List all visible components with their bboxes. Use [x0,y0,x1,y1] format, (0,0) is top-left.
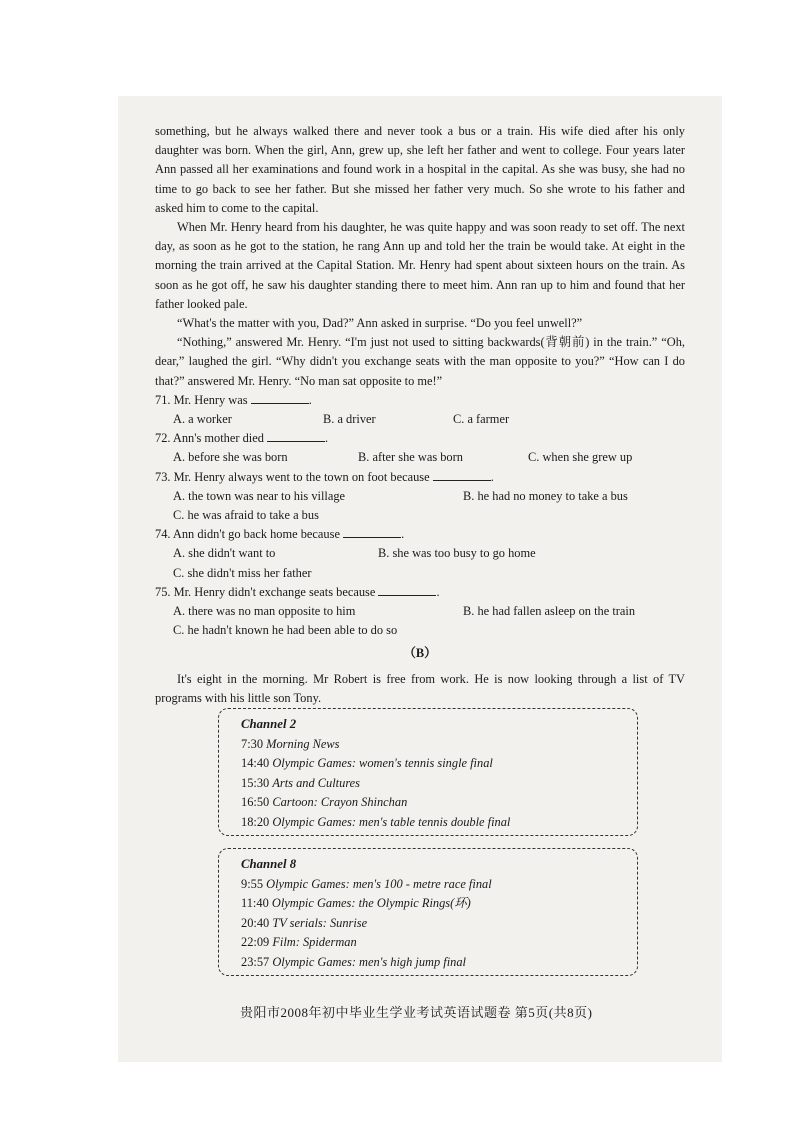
channel-8-title: Channel 8 [241,857,297,871]
program-title: Olympic Games: women's tennis single final [272,756,493,770]
answer-blank[interactable] [378,584,436,596]
channel-8-schedule [218,848,638,976]
option-a[interactable]: A. there was no man opposite to him [173,604,356,619]
option-a[interactable]: A. a worker [173,412,232,427]
answer-blank[interactable] [343,526,401,538]
program-row [241,875,625,895]
question-73 [155,468,685,487]
question-71 [155,391,685,410]
program-row [241,793,625,813]
channel-2-schedule [218,708,638,836]
passage-a-para-2: When Mr. Henry heard from his daughter, he was quite happy and was soon ready to set off. The next day, as soon as he got to the station, he rang Ann up and told her the train be would take. At eight in the morning the train arrived at the Capital Station. Mr. Henry had spent about sixteen hours on the train. As soon as he got off, he saw his daughter standing there to meet him. Ann ran up to him and found that her father looked pale. [155,220,685,311]
option-a[interactable]: A. before she was born [173,450,288,465]
question-72-options [155,448,685,467]
program-time: 20:40 [241,915,270,930]
option-b[interactable]: B. she was too busy to go home [378,546,536,561]
passage-a-para-4: “Nothing,” answered Mr. Henry. “I'm just not used to sitting backwards(背朝前) in the train.” “Oh, dear,” laughed the girl. “Why didn't you exchange seats with the man opposite to you?” “How can I do that?” answered Mr. Henry. “No man sat opposite to me!” [155,335,685,388]
option-b[interactable]: B. he had no money to take a bus [463,488,628,503]
option-c[interactable]: C. when she grew up [528,450,633,465]
program-row [241,735,625,755]
program-title: Olympic Games: the Olympic Rings(环) [271,896,471,910]
question-end: . [490,469,494,484]
program-time: 15:30 [241,775,270,790]
question-end: . [325,431,329,446]
program-time: 9:55 [241,876,264,891]
program-time: 16:50 [241,795,270,809]
program-title: Morning News [266,736,340,751]
program-title: Arts and Cultures [272,775,361,790]
program-row [241,754,625,774]
question-stem: 72. Ann's mother died [155,431,264,446]
question-end: . [401,527,405,542]
question-75 [155,583,685,602]
option-c[interactable]: C. a farmer [453,412,510,427]
question-74-options [155,544,685,563]
question-72 [155,429,685,448]
program-time: 23:57 [241,954,270,969]
question-stem: 74. Ann didn't go back home because [155,527,340,542]
question-73-options [155,487,685,506]
question-stem: 73. Mr. Henry always went to the town on foot because [155,469,430,484]
option-a[interactable]: A. the town was near to his village [173,488,346,503]
question-71-options [155,410,685,429]
question-end: . [436,584,440,599]
answer-blank[interactable] [267,430,325,442]
question-74 [155,525,685,544]
section-b-heading: （B） [403,646,437,661]
question-end: . [308,392,312,407]
page-footer: 贵阳市2008年初中毕业生学业考试英语试题卷 第5页(共8页) [240,1005,593,1020]
program-row [241,774,625,794]
option-a[interactable]: A. she didn't want to [173,546,276,561]
program-title: Film: Spiderman [272,935,357,949]
program-title: TV serials: Sunrise [272,915,368,930]
exam-content [155,122,685,708]
channel-2-title: Channel 2 [241,717,297,731]
program-time: 11:40 [241,896,269,910]
program-time: 7:30 [241,736,264,751]
option-c[interactable]: C. he was afraid to take a bus [173,508,319,523]
program-row [241,914,625,934]
option-b[interactable]: B. a driver [323,412,376,427]
passage-a-para-3: “What's the matter with you, Dad?” Ann asked in surprise. “Do you feel unwell?” [177,316,583,331]
question-stem: 71. Mr. Henry was [155,392,248,407]
option-b[interactable]: B. after she was born [358,450,463,465]
program-title: Olympic Games: men's table tennis double final [272,814,511,829]
program-row [241,813,625,833]
passage-b-intro: It's eight in the morning. Mr Robert is free from work. He is now looking through a list of TV programs with his little son Tony. [155,671,685,705]
program-row [241,953,625,973]
program-time: 22:09 [241,935,270,949]
program-title: Cartoon: Crayon Shinchan [272,795,408,809]
option-c[interactable]: C. she didn't miss her father [173,565,312,580]
program-time: 18:20 [241,814,270,829]
question-stem: 75. Mr. Henry didn't exchange seats because [155,584,376,599]
program-title: Olympic Games: men's 100 - metre race final [266,876,492,891]
program-row [241,894,625,914]
program-row [241,933,625,953]
passage-a-para-1: something, but he always walked there and never took a bus or a train. His wife died after his only daughter was born. When the girl, Ann, grew up, she left her father and went to college. Four years later Ann passed all her examinations and found work in a hospital in the capital. As she was busy, she had no time to go back to see her father. But she missed her father very much. So she wrote to his father and asked him to come to the capital. [155,124,685,215]
option-b[interactable]: B. he had fallen asleep on the train [463,604,636,619]
answer-blank[interactable] [433,469,491,481]
program-title: Olympic Games: men's high jump final [272,954,466,969]
question-75-options [155,602,685,621]
answer-blank[interactable] [251,392,309,404]
option-c[interactable]: C. he hadn't known he had been able to do so [173,623,398,638]
program-time: 14:40 [241,756,270,770]
